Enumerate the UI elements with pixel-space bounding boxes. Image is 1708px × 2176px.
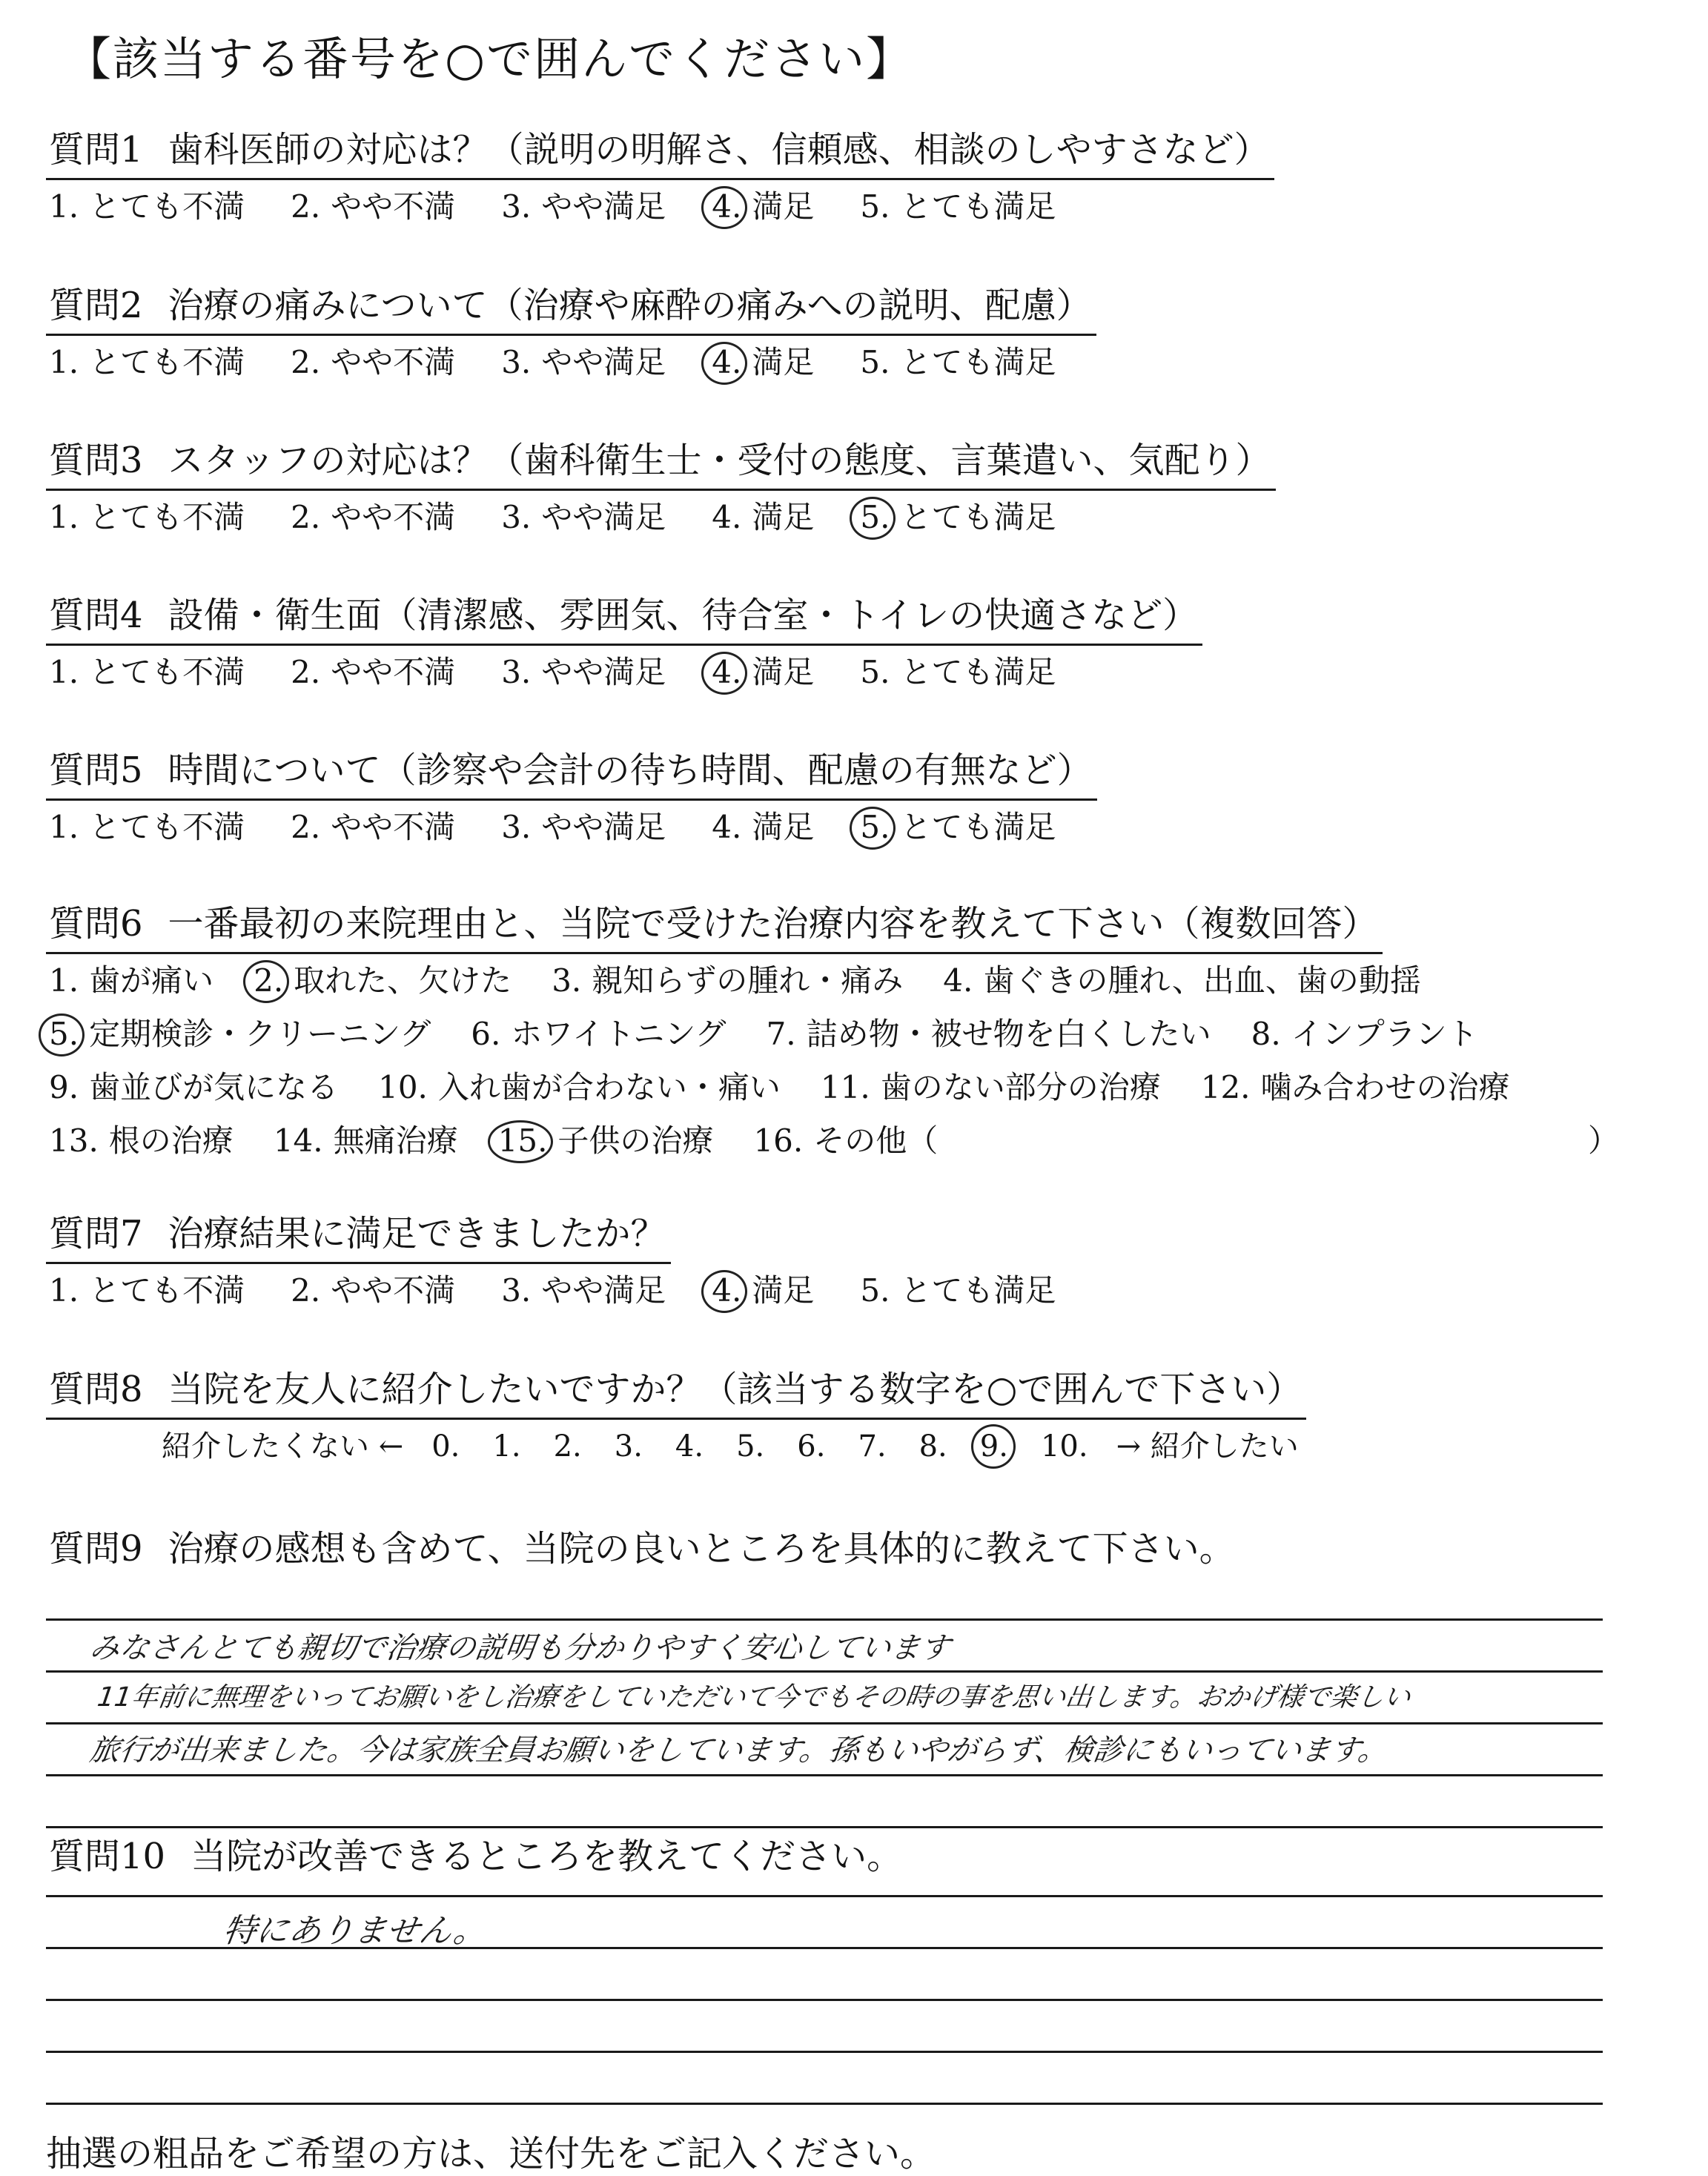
option-3[interactable] bbox=[501, 180, 666, 234]
option-4[interactable] bbox=[712, 336, 814, 389]
option-number: 5. bbox=[49, 1008, 79, 1061]
option-label: 入れ歯が合わない・痛い bbox=[437, 1069, 781, 1105]
question-6 bbox=[46, 899, 1662, 1168]
question-number: 質問7 bbox=[49, 1213, 143, 1254]
question-text: 治療の感想も含めて、当院の良いところを具体的に教えて下さい。 bbox=[168, 1528, 1235, 1570]
scale-option-8[interactable]: 8. bbox=[918, 1429, 947, 1464]
option-label: 満足 bbox=[752, 499, 815, 535]
option-5[interactable] bbox=[49, 1008, 431, 1061]
option-label: とても不満 bbox=[89, 1272, 245, 1309]
option-label: 定期検診・クリーニング bbox=[89, 1016, 431, 1052]
option-1[interactable] bbox=[49, 954, 214, 1008]
question-heading bbox=[46, 125, 1274, 180]
option-label: 満足 bbox=[752, 1272, 815, 1309]
option-number: 13. bbox=[49, 1122, 99, 1159]
question-number: 質問6 bbox=[49, 903, 143, 945]
option-3[interactable] bbox=[552, 954, 903, 1008]
option-14[interactable] bbox=[274, 1114, 458, 1168]
option-number: 10. bbox=[378, 1069, 428, 1105]
option-3[interactable] bbox=[501, 1264, 666, 1317]
option-number: 14. bbox=[273, 1122, 323, 1159]
question-5 bbox=[46, 745, 1662, 854]
option-number: 4. bbox=[712, 336, 741, 389]
scale-low-label: 紹介したくない ← bbox=[162, 1429, 404, 1464]
option-number: 3. bbox=[501, 1272, 532, 1309]
handwritten-answer: 11年前に無理をいってお願いをし治療をしていただいて今でもその時の事を思い出します。おかげ様で楽しい bbox=[95, 1682, 1413, 1713]
footer-note: 抽選の粗品をご希望の方は、送付先をご記入ください。 bbox=[46, 2133, 936, 2175]
option-label: 歯が痛い bbox=[89, 962, 214, 999]
question-heading bbox=[46, 745, 1097, 801]
option-1[interactable] bbox=[49, 801, 245, 854]
option-number: 9. bbox=[49, 1069, 79, 1105]
other-paren-close: ） bbox=[1587, 1122, 1619, 1159]
option-number: 4. bbox=[943, 962, 973, 999]
option-number: 15. bbox=[498, 1114, 548, 1168]
scale-option-3[interactable]: 3. bbox=[614, 1429, 643, 1464]
reason-row-4 bbox=[46, 1114, 1662, 1168]
question-text: 一番最初の来院理由と、当院で受けた治療内容を教えて下さい（複数回答） bbox=[168, 903, 1378, 945]
option-number: 7. bbox=[766, 1016, 796, 1052]
option-number: 12. bbox=[1200, 1069, 1251, 1105]
question-number: 質問8 bbox=[49, 1369, 143, 1410]
option-number: 1. bbox=[49, 188, 79, 225]
option-label: 詰め物・被せ物を白くしたい bbox=[806, 1016, 1211, 1052]
option-label: 満足 bbox=[752, 809, 815, 845]
option-label: 歯並びが気になる bbox=[89, 1069, 339, 1105]
option-number: 3. bbox=[552, 962, 582, 999]
option-label: 満足 bbox=[752, 344, 815, 380]
option-label: 噛み合わせの治療 bbox=[1260, 1069, 1510, 1105]
scale-option-2[interactable]: 2. bbox=[553, 1429, 582, 1464]
option-2[interactable] bbox=[291, 491, 455, 544]
option-5[interactable] bbox=[860, 801, 1056, 854]
option-4[interactable] bbox=[712, 646, 814, 699]
option-label: やや不満 bbox=[331, 1272, 456, 1309]
option-number: 2. bbox=[291, 499, 321, 535]
option-label: やや満足 bbox=[541, 188, 666, 225]
option-number: 2. bbox=[291, 344, 321, 380]
option-2[interactable] bbox=[291, 336, 455, 389]
question-number: 質問1 bbox=[49, 129, 143, 171]
option-label: やや満足 bbox=[541, 499, 666, 535]
option-label: やや不満 bbox=[331, 188, 456, 225]
option-number: 2. bbox=[291, 809, 321, 845]
handwritten-answer: 特にありません。 bbox=[220, 1912, 489, 1950]
scale-option-10[interactable]: 10. bbox=[1040, 1429, 1088, 1464]
scale-option-1[interactable]: 1. bbox=[492, 1429, 521, 1464]
reason-row-2 bbox=[46, 1008, 1662, 1061]
question-10 bbox=[46, 1831, 1662, 1950]
option-label: とても満足 bbox=[900, 188, 1056, 225]
option-number: 1. bbox=[49, 1272, 79, 1309]
option-label: 歯のない部分の治療 bbox=[880, 1069, 1161, 1105]
option-label: ホワイトニング bbox=[511, 1016, 726, 1052]
option-number: 3. bbox=[501, 654, 532, 690]
option-number: 4. bbox=[712, 180, 741, 234]
answer-line bbox=[46, 1722, 1603, 1724]
question-1 bbox=[46, 125, 1662, 234]
option-5[interactable] bbox=[860, 180, 1056, 234]
question-number: 質問10 bbox=[49, 1836, 166, 1877]
option-label: やや満足 bbox=[541, 809, 666, 845]
question-text: 治療の痛みについて（治療や麻酔の痛みへの説明、配慮） bbox=[168, 285, 1092, 326]
option-label: やや不満 bbox=[331, 654, 456, 690]
option-number: 4. bbox=[712, 809, 742, 845]
question-number: 質問3 bbox=[49, 440, 143, 481]
option-label: その他（ bbox=[813, 1122, 939, 1159]
scale-option-0[interactable]: 0. bbox=[431, 1429, 460, 1464]
option-7[interactable] bbox=[767, 1008, 1211, 1061]
option-label: インプラント bbox=[1291, 1016, 1478, 1052]
option-label: やや満足 bbox=[541, 654, 666, 690]
option-label: 満足 bbox=[752, 188, 815, 225]
option-number: 2. bbox=[291, 188, 321, 225]
option-6[interactable] bbox=[471, 1008, 726, 1061]
option-4[interactable] bbox=[943, 954, 1421, 1008]
question-text: 歯科医師の対応は？（説明の明解さ、信頼感、相談のしやすさなど） bbox=[168, 129, 1270, 171]
option-number: 5. bbox=[860, 1272, 890, 1309]
option-1[interactable] bbox=[49, 491, 245, 544]
option-label: とても不満 bbox=[89, 344, 245, 380]
option-label: 子供の治療 bbox=[557, 1122, 714, 1159]
option-number: 5. bbox=[860, 188, 890, 225]
reason-row-1 bbox=[46, 954, 1662, 1008]
question-heading bbox=[46, 1831, 1662, 1882]
option-number: 8. bbox=[1251, 1016, 1281, 1052]
option-label: とても満足 bbox=[900, 344, 1056, 380]
answer-line bbox=[46, 1670, 1603, 1673]
answer-line bbox=[46, 1895, 1603, 1897]
option-4[interactable] bbox=[712, 1264, 814, 1317]
option-label: 取れた、欠けた bbox=[294, 962, 512, 999]
question-8 bbox=[46, 1364, 1662, 1473]
option-13[interactable] bbox=[49, 1114, 234, 1168]
option-11[interactable] bbox=[821, 1061, 1161, 1114]
option-3[interactable] bbox=[501, 491, 666, 544]
option-number: 11. bbox=[820, 1069, 870, 1105]
question-number: 質問5 bbox=[49, 750, 143, 791]
answer-line bbox=[46, 2051, 1603, 2053]
scale-option-5[interactable]: 5. bbox=[736, 1429, 765, 1464]
option-4[interactable] bbox=[712, 491, 814, 544]
option-5[interactable] bbox=[860, 1264, 1056, 1317]
question-heading bbox=[46, 590, 1202, 646]
option-number: 3. bbox=[501, 809, 532, 845]
answer-line bbox=[46, 1774, 1603, 1776]
option-label: とても不満 bbox=[89, 499, 245, 535]
question-text: 設備・衛生面（清潔感、雰囲気、待合室・トイレの快適さなど） bbox=[168, 595, 1199, 636]
question-text: 時間について（診察や会計の待ち時間、配慮の有無など） bbox=[168, 750, 1093, 791]
option-label: やや満足 bbox=[541, 344, 666, 380]
question-number: 質問2 bbox=[49, 285, 143, 326]
option-label: 根の治療 bbox=[108, 1122, 234, 1159]
option-number: 5. bbox=[860, 344, 890, 380]
option-2[interactable] bbox=[254, 954, 512, 1008]
scale-option-6[interactable]: 6. bbox=[797, 1429, 826, 1464]
option-label: やや満足 bbox=[541, 1272, 666, 1309]
question-text: スタッフの対応は？（歯科衛生士・受付の態度、言葉遣い、気配り） bbox=[168, 440, 1271, 481]
option-number: 4. bbox=[712, 499, 742, 535]
rating-options bbox=[46, 336, 1662, 389]
option-label: とても不満 bbox=[89, 654, 245, 690]
option-label: とても不満 bbox=[89, 188, 245, 225]
option-8[interactable] bbox=[1251, 1008, 1478, 1061]
question-heading bbox=[46, 899, 1383, 954]
option-label: やや不満 bbox=[331, 809, 456, 845]
answer-line bbox=[46, 2103, 1603, 2105]
option-4[interactable] bbox=[712, 180, 814, 234]
question-heading bbox=[46, 280, 1096, 336]
option-2[interactable] bbox=[291, 1264, 455, 1317]
option-1[interactable] bbox=[49, 180, 245, 234]
option-16[interactable] bbox=[753, 1114, 938, 1168]
question-4 bbox=[46, 590, 1662, 699]
option-label: とても不満 bbox=[89, 809, 245, 845]
question-text: 当院を友人に紹介したいですか？（該当する数字を○で囲んで下さい） bbox=[168, 1369, 1302, 1410]
option-number: 1. bbox=[49, 962, 79, 999]
option-number: 1. bbox=[49, 654, 79, 690]
rating-options bbox=[46, 801, 1662, 854]
option-3[interactable] bbox=[501, 646, 666, 699]
option-number: 16. bbox=[753, 1122, 804, 1159]
question-7 bbox=[46, 1208, 1662, 1317]
rating-options bbox=[46, 491, 1662, 544]
question-heading bbox=[46, 1364, 1306, 1420]
option-15[interactable] bbox=[498, 1114, 714, 1168]
option-number: 3. bbox=[501, 499, 532, 535]
scale-option-9[interactable]: 9. bbox=[980, 1420, 1008, 1473]
recommend-scale bbox=[46, 1420, 1662, 1473]
option-label: 歯ぐきの腫れ、出血、歯の動揺 bbox=[983, 962, 1421, 999]
handwritten-answer: みなさんとても親切で治療の説明も分かりやすく安心しています bbox=[87, 1631, 953, 1665]
question-9 bbox=[46, 1524, 1662, 1767]
option-number: 3. bbox=[501, 188, 532, 225]
page-title: 【該当する番号を○で囲んでください】 bbox=[65, 32, 914, 86]
answer-line bbox=[46, 1618, 1603, 1621]
option-number: 2. bbox=[254, 954, 283, 1008]
option-1[interactable] bbox=[49, 1264, 245, 1317]
question-text: 当院が改善できるところを教えてください。 bbox=[191, 1836, 903, 1877]
option-9[interactable] bbox=[49, 1061, 338, 1114]
option-label: とても満足 bbox=[900, 499, 1056, 535]
option-12[interactable] bbox=[1201, 1061, 1510, 1114]
option-label: 無痛治療 bbox=[333, 1122, 458, 1159]
rating-options bbox=[46, 646, 1662, 699]
option-label: 満足 bbox=[752, 654, 815, 690]
option-5[interactable] bbox=[860, 646, 1056, 699]
option-3[interactable] bbox=[501, 801, 666, 854]
question-text: 治療結果に満足できましたか？ bbox=[168, 1213, 666, 1254]
option-number: 3. bbox=[501, 344, 532, 380]
rating-options bbox=[46, 180, 1662, 234]
option-number: 4. bbox=[712, 1264, 741, 1317]
option-number: 4. bbox=[712, 646, 741, 699]
question-number: 質問9 bbox=[49, 1528, 143, 1570]
option-label: とても満足 bbox=[900, 1272, 1056, 1309]
question-heading bbox=[46, 1208, 671, 1264]
option-label: とても満足 bbox=[900, 809, 1056, 845]
question-number: 質問4 bbox=[49, 595, 143, 636]
option-number: 6. bbox=[471, 1016, 501, 1052]
option-number: 1. bbox=[49, 499, 79, 535]
option-label: とても満足 bbox=[900, 654, 1056, 690]
rating-options bbox=[46, 1264, 1662, 1317]
option-2[interactable] bbox=[291, 180, 455, 234]
scale-numbers bbox=[415, 1429, 1104, 1464]
scale-high-label: → 紹介したい bbox=[1116, 1429, 1299, 1464]
option-5[interactable] bbox=[860, 336, 1056, 389]
option-label: やや不満 bbox=[331, 344, 456, 380]
option-number: 2. bbox=[291, 654, 321, 690]
option-1[interactable] bbox=[49, 646, 245, 699]
handwritten-answer: 旅行が出来ました。今は家族全員お願いをしています。孫もいやがらず、検診にもいっています。 bbox=[87, 1733, 1391, 1767]
option-number: 5. bbox=[860, 654, 890, 690]
option-label: やや不満 bbox=[331, 499, 456, 535]
option-number: 5. bbox=[860, 801, 890, 854]
option-10[interactable] bbox=[378, 1061, 781, 1114]
option-2[interactable] bbox=[291, 646, 455, 699]
reason-row-3 bbox=[46, 1061, 1662, 1114]
option-1[interactable] bbox=[49, 336, 245, 389]
option-3[interactable] bbox=[501, 336, 666, 389]
option-5[interactable] bbox=[860, 491, 1056, 544]
question-3 bbox=[46, 435, 1662, 544]
option-number: 2. bbox=[291, 1272, 321, 1309]
question-heading bbox=[46, 435, 1276, 491]
scale-option-7[interactable]: 7. bbox=[858, 1429, 887, 1464]
question-2 bbox=[46, 280, 1662, 389]
option-number: 5. bbox=[860, 491, 890, 544]
question-heading bbox=[46, 1524, 1662, 1574]
option-number: 1. bbox=[49, 344, 79, 380]
option-2[interactable] bbox=[291, 801, 455, 854]
answer-line bbox=[46, 1999, 1603, 2001]
option-4[interactable] bbox=[712, 801, 814, 854]
answer-line bbox=[46, 1826, 1603, 1828]
option-label: 親知らずの腫れ・痛み bbox=[592, 962, 904, 999]
option-number: 1. bbox=[49, 809, 79, 845]
scale-option-4[interactable]: 4. bbox=[675, 1429, 704, 1464]
